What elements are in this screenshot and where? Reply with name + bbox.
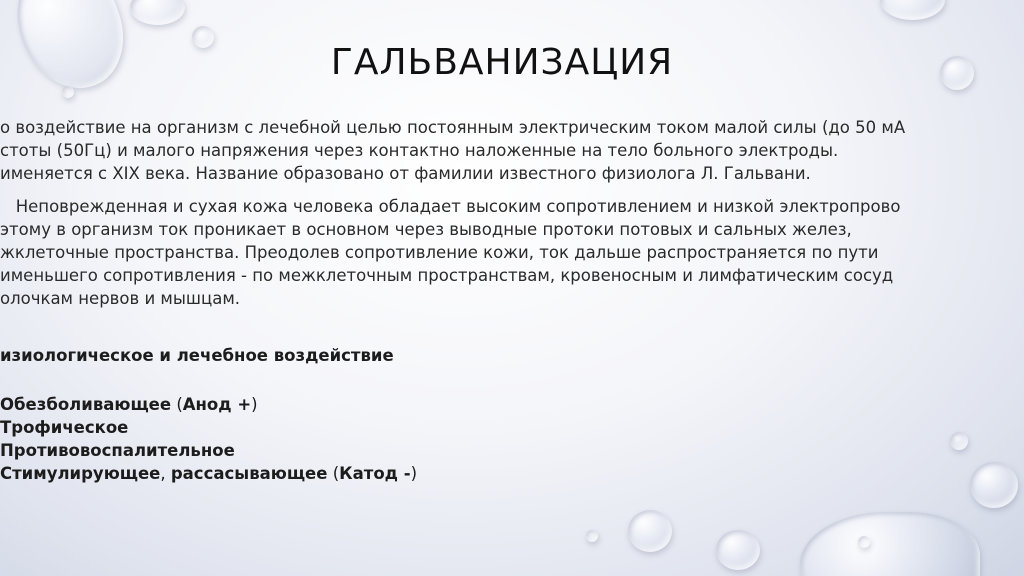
- water-drop-decoration: [716, 530, 760, 570]
- list-item: [0, 439, 417, 462]
- water-drop-decoration: [62, 86, 74, 98]
- paragraph-line: о воздействие на организм с лечебной целью постоянным электрическим током малой силы (до 50 мА: [0, 118, 906, 137]
- effect-label: Стимулирующее: [0, 464, 161, 483]
- paragraph-line: этому в организм ток проникает в основном через выводные протоки потовых и сальных желез,: [0, 220, 852, 239]
- effects-list: [0, 393, 417, 485]
- water-drop-decoration: [628, 510, 672, 552]
- water-drop-decoration: [130, 0, 185, 25]
- water-drop-decoration: [880, 0, 945, 20]
- effect-label: Обезболивающее: [0, 395, 172, 414]
- effect-label: Противовоспалительное: [0, 441, 235, 460]
- paragraph-line: именьшего сопротивления - по межклеточным пространствам, кровеносным и лимфатическим сосуд: [0, 266, 894, 285]
- list-item: Стимулирующее, рассасывающее (Катод -): [0, 464, 418, 483]
- paragraph-line: жклеточные пространства. Преодолев сопротивление кожи, ток дальше распространяется по пути: [0, 243, 879, 262]
- water-drop-decoration: [800, 512, 980, 576]
- slide-title: ГАЛЬВАНИЗАЦИЯ: [330, 42, 674, 83]
- water-drop-decoration: [858, 536, 870, 548]
- section-heading: изиологическое и лечебное воздействие: [0, 346, 394, 365]
- paragraph-line: Неповрежденная и сухая кожа человека обладает высоким сопротивлением и низкой электропрово: [0, 197, 901, 216]
- water-drop-decoration: [950, 432, 968, 450]
- paragraph-line: олочкам нервов и мышцам.: [0, 289, 241, 308]
- slide-body: [0, 116, 1024, 310]
- list-item: Обезболивающее (Анод +): [0, 395, 258, 414]
- paragraph-line: стоты (50Гц) и малого напряжения через контактно наложенные на тело больного электроды.: [0, 141, 839, 160]
- list-item: [0, 416, 417, 439]
- paragraph-line: именяется с XIX века. Название образовано от фамилии известного физиолога Л. Гальвани.: [0, 164, 811, 183]
- water-drop-decoration: [586, 530, 598, 542]
- water-drop-decoration: [970, 462, 1018, 508]
- effect-label: Трофическое: [0, 418, 129, 437]
